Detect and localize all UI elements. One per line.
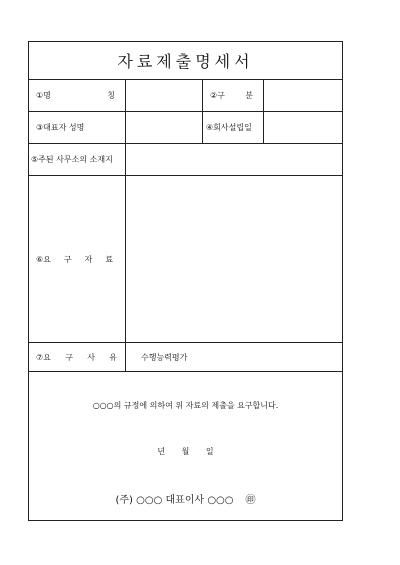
rep-value[interactable] (126, 112, 202, 143)
reason-label (29, 343, 125, 371)
signature-text: (주) ○○○ 대표이사 ○○○ (115, 494, 234, 506)
reason-label-part4: 유 (109, 352, 117, 362)
row-rep-founding (29, 112, 342, 144)
category-label (203, 80, 263, 111)
category-label-part2: 분 (245, 91, 253, 100)
row-reason (29, 343, 342, 372)
row-request (29, 176, 342, 343)
office-value[interactable] (126, 144, 342, 175)
reason-value: 수행능력평가 (141, 352, 188, 362)
founding-label: ④회사설립일 (206, 123, 252, 132)
reason-label-part3: 사 (87, 352, 95, 362)
date-line: 년 월 일 (157, 446, 214, 456)
request-label-part2: 구 (63, 254, 72, 264)
founding-value[interactable] (264, 112, 342, 143)
name-label (29, 80, 125, 111)
reason-label-part1: ⑦요 (36, 352, 51, 362)
request-value[interactable] (126, 176, 342, 342)
seal-mark: ㊞ (245, 494, 256, 506)
rep-label: ③대표자 성명 (36, 123, 85, 132)
statement-text: ○○○의 규정에 의하여 위 자료의 제출을 요구합니다. (92, 400, 279, 410)
category-value[interactable] (264, 80, 342, 111)
category-label-part1: ②구 (210, 91, 225, 100)
document-title: 자료제출명세서 (117, 52, 254, 71)
reason-label-part2: 구 (65, 352, 73, 362)
document-form (28, 41, 343, 521)
office-label: ⑤주된 사무소의 소재지 (31, 155, 113, 164)
request-label-part1: ⑥요 (36, 254, 51, 264)
row-name-category (29, 80, 342, 112)
request-label-part4: 료 (105, 254, 113, 264)
signature-line (29, 490, 342, 506)
request-label-part3: 자 (84, 254, 93, 264)
title-row (29, 42, 342, 80)
name-label-part2: 칭 (107, 91, 115, 100)
name-value[interactable] (126, 80, 202, 111)
request-label (29, 176, 125, 342)
name-label-part1: ①명 (36, 91, 51, 100)
row-office (29, 144, 342, 176)
